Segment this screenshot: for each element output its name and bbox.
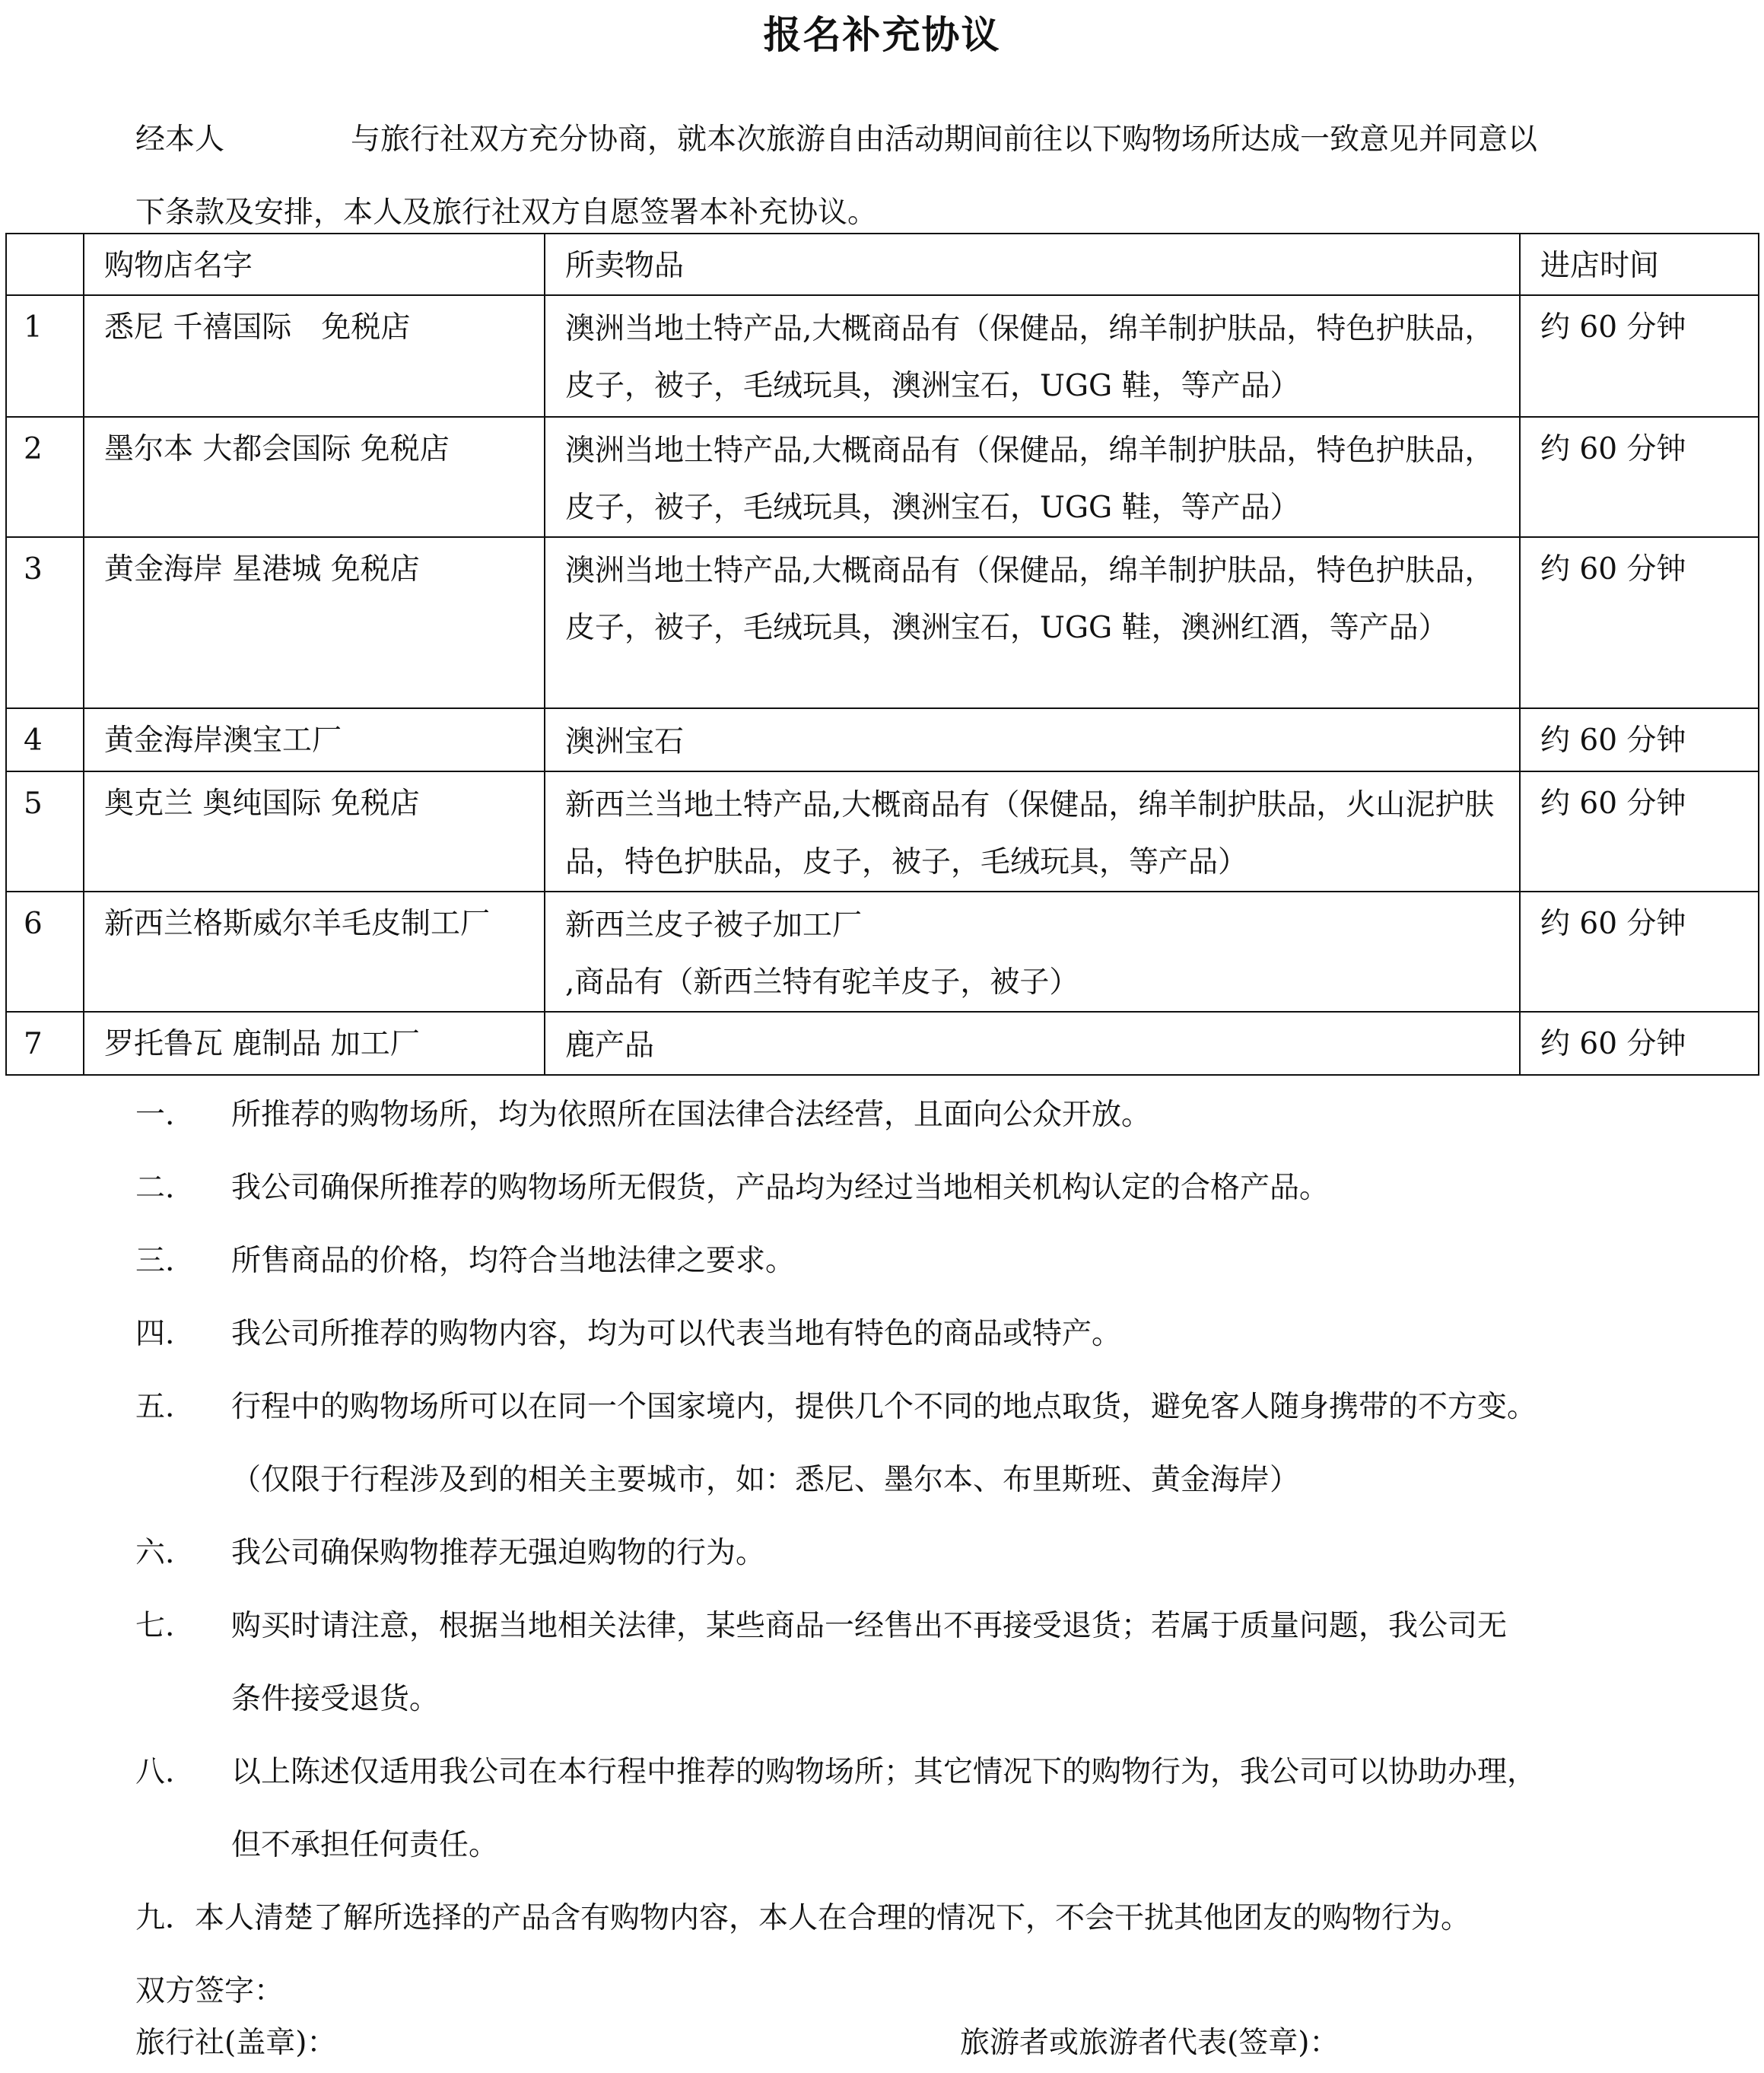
term-text: 所推荐的购物场所，均为依照所在国法律合法经营，且面向公众开放。 [231,1098,1152,1132]
term-number-blank [135,1663,231,1736]
row-goods: 澳洲宝石 [545,708,1520,771]
term-text: 以上陈述仅适用我公司在本行程中推荐的购物场所；其它情况下的购物行为，我公司可以协助办理， [231,1755,1537,1789]
table-row [6,537,1759,708]
term-item-nine: 九．本人清楚了解所选择的产品含有购物内容，本人在合理的情况下，不会干扰其他团友的购物行为。 [135,1901,1471,1935]
row-goods: 澳洲当地土特产品,大概商品有（保健品，绵羊制护肤品，特色护肤品，皮子，被子，毛绒玩具，澳洲宝石，UGG 鞋，等产品） [545,295,1520,417]
term-item [135,1079,1718,1152]
term-number-blank [135,1444,231,1517]
intro-part-2: 与旅行社双方充分协商，就本次旅游自由活动期间前往以下购物场所达成一致意见并同意以 [351,122,1538,157]
row-shop-name: 黄金海岸 星港城 免税店 [84,537,545,708]
table-row [6,771,1759,892]
term-text: 行程中的购物场所可以在同一个国家境内，提供几个不同的地点取货，避免客人随身携带的不方变。 [231,1390,1537,1424]
term-number: 六. [135,1536,175,1570]
row-no: 4 [6,708,84,771]
row-time: 约 60 分钟 [1520,892,1759,1012]
term-item [135,1371,1718,1444]
row-goods-line-1: 新西兰皮子被子加工厂 [565,908,863,943]
header-shop-name: 购物店名字 [84,234,545,295]
row-goods: 澳洲当地土特产品,大概商品有（保健品，绵羊制护肤品，特色护肤品，皮子，被子，毛绒玩具，澳洲宝石，UGG 鞋，等产品） [545,417,1520,537]
intro-line-2: 下条款及安排，本人及旅行社双方自愿签署本补充协议。 [135,196,878,230]
page-title: 报名补充协议 [763,13,1001,57]
row-no: 7 [6,1012,84,1075]
row-no: 1 [6,295,84,417]
term-number: 一. [135,1098,175,1132]
term-number: 二. [135,1171,175,1205]
term-number: 三. [135,1244,175,1278]
row-shop-name: 悉尼 千禧国际 免税店 [84,295,545,417]
row-shop-name: 黄金海岸澳宝工厂 [84,708,545,771]
intro-part-1: 经本人 [135,122,225,157]
row-time: 约 60 分钟 [1520,537,1759,708]
term-item [135,1298,1718,1371]
row-shop-name: 奥克兰 奥纯国际 免税店 [84,771,545,892]
row-shop-name: 罗托鲁瓦 鹿制品 加工厂 [84,1012,545,1075]
row-time: 约 60 分钟 [1520,708,1759,771]
row-time: 约 60 分钟 [1520,1012,1759,1075]
traveler-signature: 旅游者或旅游者代表(签章)： [960,2026,1340,2060]
row-no: 5 [6,771,84,892]
table-row [6,708,1759,771]
term-item [135,1152,1718,1225]
term-text: 购买时请注意，根据当地相关法律，某些商品一经售出不再接受退货；若属于质量问题，我公司无 [231,1609,1508,1643]
row-goods-line-2: ,商品有（新西兰特有驼羊皮子，被子） [565,965,1079,1000]
term-text: 但不承担任何责任。 [231,1828,499,1862]
term-number: 八. [135,1755,175,1789]
row-goods: 新西兰当地土特产品,大概商品有（保健品，绵羊制护肤品，火山泥护肤品，特色护肤品，皮子，被子，毛绒玩具，等产品） [545,771,1520,892]
row-shop-name: 新西兰格斯威尔羊毛皮制工厂 [84,892,545,1012]
row-time: 约 60 分钟 [1520,771,1759,892]
row-goods [545,892,1520,1012]
header-visit-time: 进店时间 [1520,234,1759,295]
row-no: 3 [6,537,84,708]
table-row [6,295,1759,417]
term-text: 所售商品的价格，均符合当地法律之要求。 [231,1244,796,1278]
shopping-table [5,233,1759,1076]
header-no [6,234,84,295]
term-item-continuation [135,1809,1718,1882]
header-goods: 所卖物品 [545,234,1520,295]
term-item-continuation [135,1663,1718,1736]
table-header-row [6,234,1759,295]
term-number-blank [135,1809,231,1882]
signature-label: 双方签字： [135,1974,284,2008]
term-item-continuation [135,1444,1718,1517]
table-row [6,417,1759,537]
term-number: 四. [135,1317,175,1351]
term-number: 七. [135,1609,175,1643]
row-shop-name: 墨尔本 大都会国际 免税店 [84,417,545,537]
row-time: 约 60 分钟 [1520,295,1759,417]
term-text: 我公司所推荐的购物内容，均为可以代表当地有特色的商品或特产。 [231,1317,1122,1351]
table-row [6,892,1759,1012]
row-no: 2 [6,417,84,537]
term-item [135,1736,1718,1809]
term-item [135,1590,1718,1663]
row-goods: 澳洲当地土特产品,大概商品有（保健品，绵羊制护肤品，特色护肤品，皮子，被子，毛绒玩具，澳洲宝石，UGG 鞋，澳洲红酒，等产品） [545,537,1520,708]
row-no: 6 [6,892,84,1012]
term-text: 我公司确保所推荐的购物场所无假货，产品均为经过当地相关机构认定的合格产品。 [231,1171,1330,1205]
term-text: 我公司确保购物推荐无强迫购物的行为。 [231,1536,766,1570]
agency-signature: 旅行社(盖章)： [135,2026,337,2060]
row-goods: 鹿产品 [545,1012,1520,1075]
row-time: 约 60 分钟 [1520,417,1759,537]
term-item [135,1517,1718,1590]
term-text: 条件接受退货。 [231,1682,440,1716]
terms-list [135,1079,1718,2028]
term-text: （仅限于行程涉及到的相关主要城市，如：悉尼、墨尔本、布里斯班、黄金海岸） [231,1463,1300,1497]
term-item [135,1225,1718,1298]
term-number: 五. [135,1390,175,1424]
intro-line-1 [135,117,1657,163]
table-row [6,1012,1759,1075]
